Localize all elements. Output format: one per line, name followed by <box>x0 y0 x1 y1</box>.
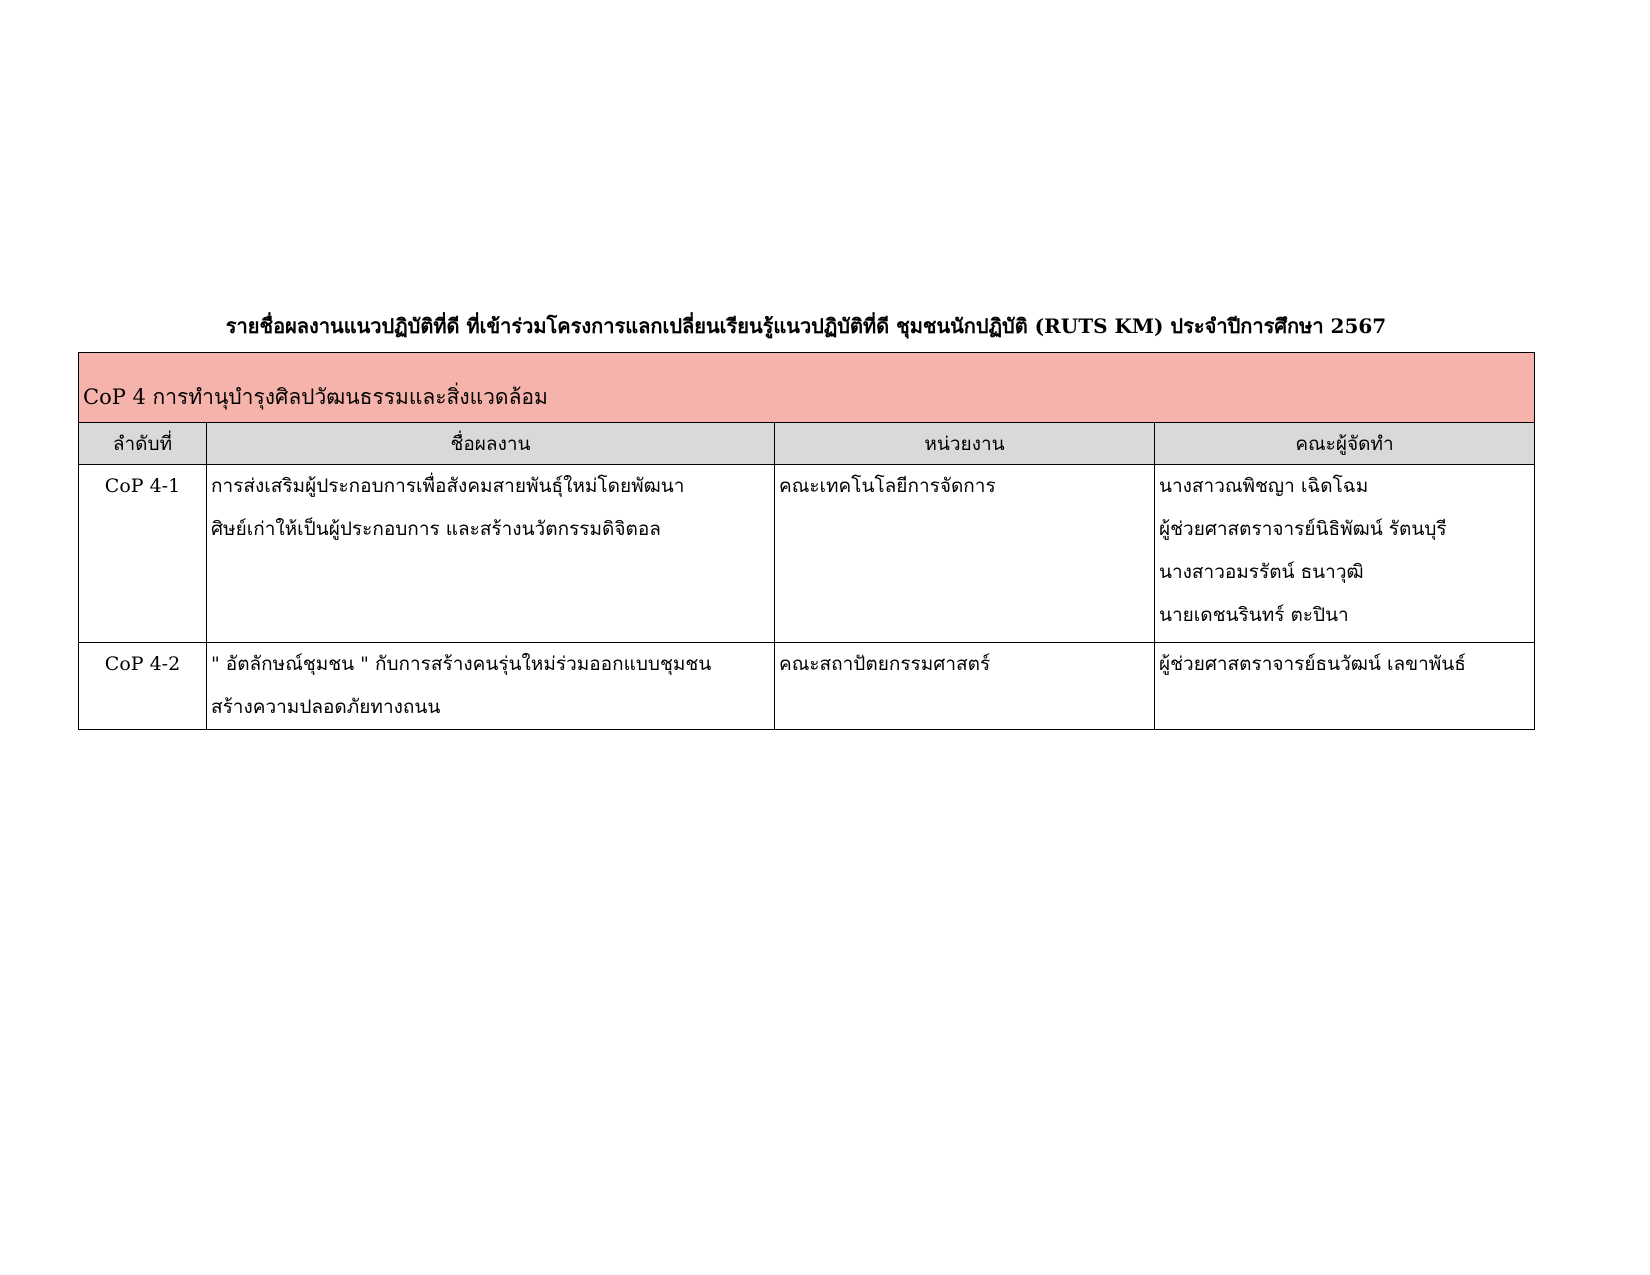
author-name: ผู้ช่วยศาสตราจารย์นิธิพัฒน์ รัตนบุรี <box>1159 518 1447 540</box>
row-authors <box>1155 643 1535 730</box>
author-name: นางสาวณพิชญา เฉิดโฉม <box>1159 475 1369 497</box>
author-name: นางสาวอมรรัตน์ ธนาวุฒิ <box>1159 561 1364 583</box>
row-unit: คณะเทคโนโลยีการจัดการ <box>775 465 1155 643</box>
document-title: รายชื่อผลงานแนวปฏิบัติที่ดี ที่เข้าร่วมโครงการแลกเปลี่ยนเรียนรู้แนวปฏิบัติที่ดี ชุมชนนักปฏิบัติ (RUTS KM) ประจำปีการศึกษา 2567 <box>225 314 1387 338</box>
row-title <box>207 465 775 643</box>
row-title-line: สร้างความปลอดภัยทางถนน <box>211 696 441 718</box>
row-unit: คณะสถาปัตยกรรมศาสตร์ <box>775 643 1155 730</box>
row-title-line: ศิษย์เก่าให้เป็นผู้ประกอบการ และสร้างนวัตกรรมดิจิตอล <box>211 518 661 540</box>
row-authors <box>1155 465 1535 643</box>
column-header-row <box>79 423 1535 465</box>
table-row <box>79 643 1535 730</box>
author-name: ผู้ช่วยศาสตราจารย์ธนวัฒน์ เลขาพันธ์ <box>1159 653 1466 675</box>
row-title <box>207 643 775 730</box>
column-header-unit: หน่วยงาน <box>775 423 1155 465</box>
section-title: CoP 4 การทำนุบำรุงศิลปวัฒนธรรมและสิ่งแวดล้อม <box>79 353 1535 423</box>
column-header-title: ชื่อผลงาน <box>207 423 775 465</box>
column-header-seq: ลำดับที่ <box>79 423 207 465</box>
row-seq: CoP 4-1 <box>79 465 207 643</box>
row-seq: CoP 4-2 <box>79 643 207 730</box>
author-name: นายเดชนรินทร์ ตะปินา <box>1159 604 1349 626</box>
section-header-row <box>79 353 1535 423</box>
works-table-container <box>78 352 1534 730</box>
works-table <box>78 352 1535 730</box>
column-header-authors: คณะผู้จัดทำ <box>1155 423 1535 465</box>
row-title-line: การส่งเสริมผู้ประกอบการเพื่อสังคมสายพันธุ์ใหม่โดยพัฒนา <box>211 475 685 497</box>
table-row <box>79 465 1535 643</box>
row-title-line: " อัตลักษณ์ชุมชน " กับการสร้างคนรุ่นใหม่ร่วมออกแบบชุมชน <box>211 653 712 675</box>
